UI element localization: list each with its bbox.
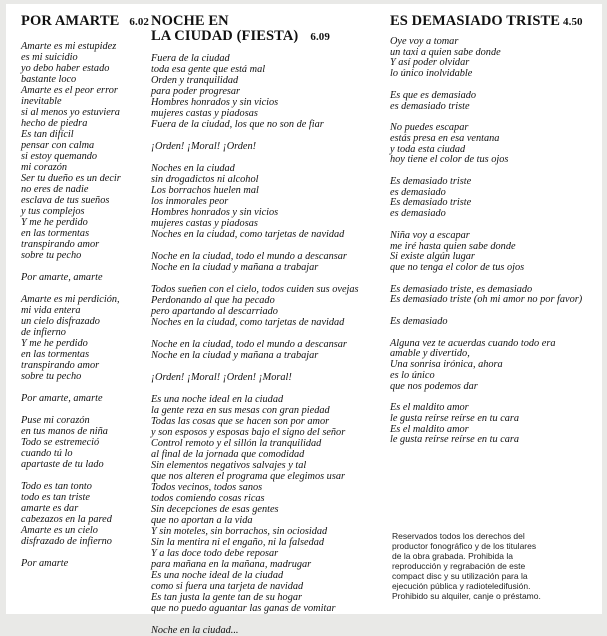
lyrics-stanza	[390, 177, 600, 220]
lyric-line: Amarte es un cielo	[21, 525, 98, 536]
lyric-line: ¡Orden! ¡Moral! ¡Orden! ¡Moral!	[151, 372, 292, 383]
lyric-line: Es una noche ideal en la ciudad	[151, 394, 284, 405]
lyrics-stanza	[151, 163, 383, 240]
lyric-line: Noche en la ciudad...	[151, 625, 239, 636]
rights-notice-line: ejecución pública y radioteledifusión.	[392, 581, 531, 591]
lyric-line: ¡Orden! ¡Moral! ¡Orden!	[151, 141, 257, 152]
lyric-line: sobre tu pecho	[21, 371, 82, 382]
lyric-line: Hombres honrados y sin vicios	[151, 207, 279, 218]
lyric-line: Es una noche ideal de la ciudad	[151, 570, 284, 581]
lyric-line: Y así poder olvidar	[390, 57, 470, 69]
song-column-noche-en-la-ciudad	[151, 14, 383, 636]
lyric-line: si estoy quemando	[21, 151, 98, 162]
song-title	[21, 14, 149, 30]
lyric-line: Noches en la ciudad, como tarjetas de navidad	[151, 229, 345, 240]
lyric-line: No puedes escapar	[390, 122, 469, 134]
lyric-line: Por amarte, amarte	[21, 393, 103, 404]
lyric-line: hecho de piedra	[21, 118, 88, 129]
lyric-line: que no tenga el color de tus ojos	[390, 261, 525, 273]
lyric-line: que no aportan a la vida	[151, 515, 253, 526]
lyric-line: Todos vecinos, todos sanos	[151, 482, 263, 493]
lyric-line: Todos sueñen con el cielo, todos cuiden sus ovejas	[151, 284, 359, 295]
lyric-line: inevitable	[21, 96, 62, 107]
lyric-line: en las tormentas	[21, 349, 90, 360]
lyric-line: esclava de tus sueños	[21, 195, 110, 206]
lyric-line: yo debo haber estado	[21, 63, 110, 74]
lyrics-stanza	[390, 231, 600, 274]
lyric-line: Oye voy a tomar	[390, 36, 459, 47]
lyric-line: en las tormentas	[21, 228, 90, 239]
song-duration: 6.09	[310, 31, 331, 43]
lyric-line: amarte es dar	[21, 503, 79, 514]
lyric-line: y toda esta ciudad	[390, 143, 466, 155]
lyric-line: Sin la mentira ni el engaño, ni la falsedad	[151, 537, 325, 548]
lyric-line: Es demasiado triste	[390, 176, 472, 188]
lyric-line: pero apartando al descarriado	[151, 306, 278, 317]
lyrics-stanza	[390, 91, 600, 112]
rights-notice	[392, 531, 542, 601]
lyric-line: Perdonando al que ha pecado	[151, 295, 275, 306]
lyric-line: Es que es demasiado	[390, 89, 477, 101]
song-title-line: NOCHE EN	[151, 13, 229, 29]
lyric-line: bastante loco	[21, 74, 77, 85]
lyric-line: que nos podemos dar	[390, 380, 478, 392]
lyric-line: Es tan difícil	[21, 129, 74, 140]
lyric-line: Todo es tan tonto	[21, 481, 92, 492]
lyric-line: si al menos yo estuviera	[21, 107, 120, 118]
lyric-line: apartaste de tu lado	[21, 459, 104, 470]
lyric-line: Fuera de la ciudad, los que no son de fiar	[151, 119, 324, 130]
rights-notice-line: compact disc y su utilización para la	[392, 571, 528, 581]
lyric-line: disfrazado de infierno	[21, 536, 112, 547]
lyric-line: Hombres honrados y sin vicios	[151, 97, 279, 108]
lyric-line: Todo se estremeció	[21, 437, 100, 448]
lyric-line: hoy tiene el color de tus ojos	[390, 154, 509, 166]
lyric-line: Orden y tranquilidad	[151, 75, 239, 86]
lyric-line: de infierno	[21, 327, 66, 338]
lyric-line: sin drogadictos ni alcohol	[151, 174, 259, 185]
lyric-line: un taxi a quien sabe donde	[390, 46, 501, 58]
lyric-line: no eres de nadie	[21, 184, 89, 195]
song-duration: 6.02	[129, 16, 150, 28]
lyric-line: un cielo disfrazado	[21, 316, 100, 327]
lyric-line: Por amarte, amarte	[21, 272, 103, 283]
lyric-line: para mañana en la mañana, madrugar	[151, 559, 312, 570]
lyrics-stanza	[390, 317, 600, 328]
lyrics-stanza	[151, 372, 383, 383]
song-title-line: POR AMARTE	[21, 13, 120, 29]
lyric-line: Sin decepciones de esas gentes	[151, 504, 279, 515]
song-column-por-amarte	[21, 14, 149, 569]
lyric-line: Puse mi corazón	[21, 415, 90, 426]
lyrics-stanza	[151, 53, 383, 130]
lyric-line: como si fuera una tarjeta de navidad	[151, 581, 304, 592]
lyric-line: todos comiendo cosas ricas	[151, 493, 265, 504]
lyric-line: Es el maldito amor	[390, 402, 469, 414]
lyric-line: Niña voy a escapar	[390, 229, 470, 241]
lyric-line: Y me he perdido	[21, 338, 88, 349]
lyric-line: transpirando amor	[21, 360, 100, 371]
rights-notice-line: Reservados todos los derechos del	[392, 531, 525, 541]
lyrics-stanza	[390, 403, 600, 446]
lyrics-stanza	[21, 415, 149, 470]
lyrics-stanza	[390, 123, 600, 166]
lyric-line: Control remoto y el sillón la tranquilidad	[151, 438, 322, 449]
lyrics-stanza	[21, 294, 149, 382]
lyric-line: todo es tan triste	[21, 492, 90, 503]
lyric-line: Fuera de la ciudad	[151, 53, 230, 64]
lyric-line: Sin elementos negativos salvajes y tal	[151, 460, 307, 471]
lyrics-stanza	[390, 285, 600, 306]
rights-notice-line: Prohibido su alquiler, canje o préstamo.	[392, 591, 541, 601]
lyric-line: Noche en la ciudad, todo el mundo a descansar	[151, 339, 347, 350]
lyric-line: es lo único	[390, 369, 435, 381]
lyric-line: Noche en la ciudad y mañana a trabajar	[151, 262, 319, 273]
lyric-line: Es demasiado triste	[390, 197, 472, 209]
lyric-line: Por amarte	[21, 558, 69, 569]
lyric-line: Y a las doce todo debe reposar	[151, 548, 279, 559]
lyric-line: sobre tu pecho	[21, 250, 82, 261]
lyrics-stanza	[21, 558, 149, 569]
song-duration: 4.50	[563, 16, 583, 28]
lyrics-stanza	[151, 141, 383, 152]
lyric-line: Ser tu dueño es un decir	[21, 173, 121, 184]
lyric-line: Amarte es mi estupidez	[21, 41, 117, 52]
lyric-line: mi vida entera	[21, 305, 81, 316]
lyric-line: Amarte es mi perdición,	[21, 294, 120, 305]
rights-notice-line: de la obra grabada. Prohibida la	[392, 551, 513, 561]
lyric-line: Todas las cosas que se hacen son por amor	[151, 416, 330, 427]
lyric-line: estás presa en esa ventana	[390, 132, 500, 144]
song-column-es-demasiado-triste	[390, 14, 600, 446]
lyrics-stanza	[21, 41, 149, 261]
song-title	[151, 14, 383, 45]
lyric-line: es demasiado triste	[390, 100, 470, 112]
lyrics-stanza	[390, 339, 600, 393]
lyric-line: los inmorales peor	[151, 196, 229, 207]
lyric-line: Si existe algún lugar	[390, 251, 475, 263]
lyric-line: para poder progresar	[151, 86, 241, 97]
song-title	[390, 14, 600, 29]
lyric-line: y tus complejos	[21, 206, 85, 217]
lyrics-stanza	[21, 393, 149, 404]
lyrics-stanza	[151, 394, 383, 614]
lyric-line: Y sin moteles, sin borrachos, sin ociosidad	[151, 526, 328, 537]
lyrics-stanza	[151, 625, 383, 636]
lyric-line: Los borrachos huelen mal	[151, 185, 259, 196]
lyric-line: Noche en la ciudad, todo el mundo a descansar	[151, 251, 347, 262]
lyric-line: es mi suicidio	[21, 52, 78, 63]
lyrics-sheet	[6, 4, 602, 636]
lyric-line: Noche en la ciudad y mañana a trabajar	[151, 350, 319, 361]
lyric-line: Es tan justa la gente tan de su hogar	[151, 592, 303, 603]
lyric-line: Noches en la ciudad	[151, 163, 235, 174]
lyric-line: Amarte es el peor error	[21, 85, 118, 96]
lyric-line: mujeres castas y piadosas	[151, 108, 258, 119]
lyric-line: cuando tú lo	[21, 448, 73, 459]
lyric-line: al final de la jornada que comodidad	[151, 449, 305, 460]
lyric-line: Es el maldito amor	[390, 423, 469, 435]
lyric-line: mi corazón	[21, 162, 68, 173]
lyric-line: le gusta reírse reírse en tu cara	[390, 412, 520, 424]
lyric-line: en tus manos de niña	[21, 426, 108, 437]
lyrics-stanza	[21, 272, 149, 283]
lyric-line: toda esa gente que está mal	[151, 64, 266, 75]
lyric-line: es demasiado	[390, 208, 446, 220]
lyric-line: y son esposos y esposas bajo el signo del señor	[151, 427, 346, 438]
lyric-line: Es demasiado triste, es demasiado	[390, 283, 533, 295]
song-title-line: LA CIUDAD (FIESTA)	[151, 28, 299, 44]
lyric-line: cabezazos en la pared	[21, 514, 112, 525]
lyrics-stanza	[390, 37, 600, 80]
lyric-line: es demasiado	[390, 186, 446, 198]
lyric-line: que nos alteren el programa que elegimos usar	[151, 471, 345, 482]
lyric-line: amable y divertido,	[390, 348, 470, 360]
lyrics-stanza	[151, 251, 383, 273]
lyric-line: Una sonrisa irónica, ahora	[390, 359, 503, 371]
lyric-line: que no puedo aguantar las ganas de vomitar	[151, 603, 336, 614]
lyric-line: Es demasiado	[390, 316, 448, 328]
song-title-line: ES DEMASIADO TRISTE	[390, 13, 561, 29]
lyric-line: pensar con calma	[21, 140, 95, 151]
lyric-line: le gusta reírse reírse en tu cara	[390, 434, 520, 446]
lyric-line: Noches en la ciudad, como tarjetas de navidad	[151, 317, 345, 328]
lyric-line: Es demasiado triste (oh mi amor no por favor)	[390, 294, 583, 306]
lyric-line: la gente reza en sus mesas con gran piedad	[151, 405, 330, 416]
lyric-line: Alguna vez te acuerdas cuando todo era	[390, 337, 556, 349]
lyrics-stanza	[151, 339, 383, 361]
lyrics-stanza	[151, 284, 383, 328]
lyric-line: me iré hasta quien sabe donde	[390, 240, 516, 252]
lyric-line: Y me he perdido	[21, 217, 88, 228]
rights-notice-line: productor fonográfico y de los titulares	[392, 541, 537, 551]
lyric-line: transpirando amor	[21, 239, 100, 250]
lyrics-stanza	[21, 481, 149, 547]
lyric-line: lo único inolvidable	[390, 68, 473, 80]
lyric-line: mujeres castas y piadosas	[151, 218, 258, 229]
rights-notice-line: reproducción y regrabación de este	[392, 561, 526, 571]
